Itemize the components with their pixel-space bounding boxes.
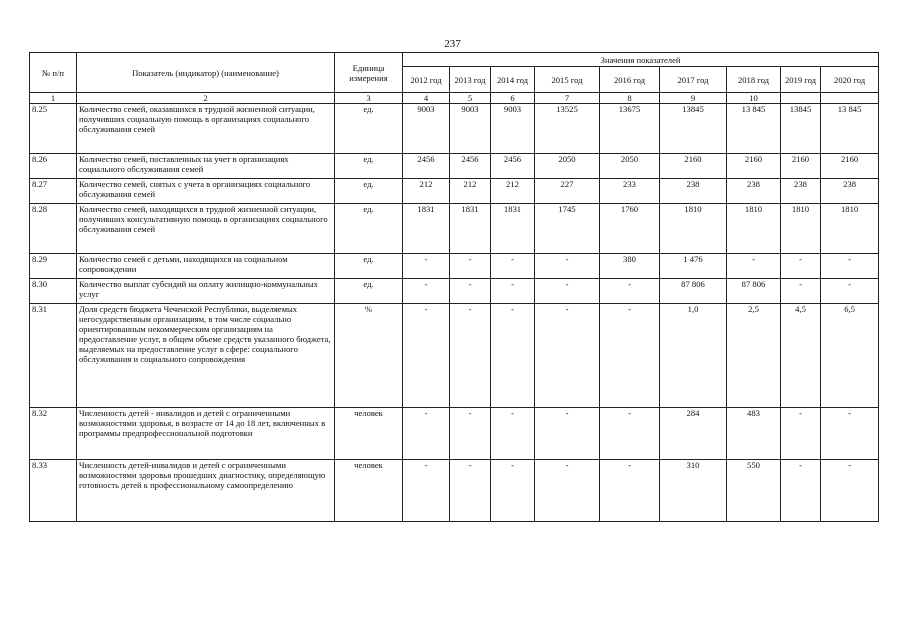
value-cell: 2456 — [491, 154, 535, 179]
unit-cell: % — [335, 304, 403, 408]
value-cell: 87 806 — [727, 279, 781, 304]
value-cell: 238 — [660, 179, 727, 204]
value-cell: 13845 — [781, 104, 821, 154]
value-cell: - — [600, 279, 660, 304]
column-number: 2 — [77, 93, 335, 104]
unit-cell: человек — [335, 408, 403, 460]
unit-cell: ед. — [335, 204, 403, 254]
value-cell: 2456 — [450, 154, 491, 179]
value-cell: 87 806 — [660, 279, 727, 304]
value-cell: - — [727, 254, 781, 279]
header-indicator: Показатель (индикатор) (наименование) — [77, 53, 335, 93]
value-cell: 1831 — [403, 204, 450, 254]
table-row — [30, 179, 879, 204]
value-cell: - — [821, 460, 879, 522]
value-cell: - — [450, 279, 491, 304]
row-number: 8.32 — [30, 408, 77, 460]
indicator-name: Количество семей с детьми, находящихся на социальном сопровождении — [77, 254, 335, 279]
value-cell: 9003 — [450, 104, 491, 154]
unit-cell: ед. — [335, 104, 403, 154]
value-cell: - — [535, 460, 600, 522]
value-cell: 212 — [491, 179, 535, 204]
indicator-name: Численность детей-инвалидов и детей с ограниченными возможностями здоровья прошедших диагностику, определяющую готовность детей к профессиональному самоопределению — [77, 460, 335, 522]
row-number: 8.33 — [30, 460, 77, 522]
value-cell: 1810 — [821, 204, 879, 254]
value-cell: - — [535, 254, 600, 279]
value-cell: 233 — [600, 179, 660, 204]
unit-cell: человек — [335, 460, 403, 522]
value-cell: 310 — [660, 460, 727, 522]
value-cell: - — [450, 304, 491, 408]
table-row — [30, 204, 879, 254]
value-cell: - — [821, 279, 879, 304]
value-cell: 2050 — [600, 154, 660, 179]
value-cell: 238 — [727, 179, 781, 204]
unit-cell: ед. — [335, 254, 403, 279]
value-cell: 13525 — [535, 104, 600, 154]
value-cell: 380 — [600, 254, 660, 279]
header-year: 2017 год — [660, 67, 727, 93]
value-cell: - — [403, 279, 450, 304]
value-cell: 9003 — [491, 104, 535, 154]
value-cell: 6,5 — [821, 304, 879, 408]
value-cell: 227 — [535, 179, 600, 204]
value-cell: 2160 — [781, 154, 821, 179]
value-cell: 2,5 — [727, 304, 781, 408]
header-year: 2019 год — [781, 67, 821, 93]
value-cell: - — [450, 408, 491, 460]
header-year: 2016 год — [600, 67, 660, 93]
indicator-name: Количество семей, находящихся в трудной жизненной ситуации, получивших консультативную помощь в организациях социального обслуживания семей — [77, 204, 335, 254]
value-cell: 1810 — [781, 204, 821, 254]
column-number: 3 — [335, 93, 403, 104]
value-cell: - — [491, 460, 535, 522]
header-year: 2018 год — [727, 67, 781, 93]
value-cell: 1831 — [491, 204, 535, 254]
column-number — [781, 93, 821, 104]
value-cell: 13845 — [660, 104, 727, 154]
header-year: 2020 год — [821, 67, 879, 93]
value-cell: 1 476 — [660, 254, 727, 279]
header-year: 2015 год — [535, 67, 600, 93]
page-number: 237 — [444, 38, 461, 50]
value-cell: 2160 — [660, 154, 727, 179]
column-number — [821, 93, 879, 104]
value-cell: - — [403, 460, 450, 522]
row-number: 8.26 — [30, 154, 77, 179]
value-cell: - — [403, 254, 450, 279]
value-cell: 4,5 — [781, 304, 821, 408]
value-cell: - — [781, 279, 821, 304]
value-cell: - — [821, 408, 879, 460]
value-cell: 1,0 — [660, 304, 727, 408]
row-number: 8.27 — [30, 179, 77, 204]
value-cell: - — [600, 408, 660, 460]
unit-cell: ед. — [335, 179, 403, 204]
row-number: 8.31 — [30, 304, 77, 408]
value-cell: - — [600, 304, 660, 408]
table-row — [30, 104, 879, 154]
row-number: 8.29 — [30, 254, 77, 279]
header-unit: Единица измерения — [335, 53, 403, 93]
indicators-table — [29, 52, 879, 522]
value-cell: 238 — [821, 179, 879, 204]
table-row — [30, 154, 879, 179]
table-row — [30, 460, 879, 522]
column-number: 7 — [535, 93, 600, 104]
header-year: 2012 год — [403, 67, 450, 93]
column-number: 4 — [403, 93, 450, 104]
indicator-name: Количество семей, поставленных на учет в организациях социального обслуживания семей — [77, 154, 335, 179]
table-row — [30, 304, 879, 408]
row-number: 8.30 — [30, 279, 77, 304]
value-cell: 1760 — [600, 204, 660, 254]
value-cell: - — [535, 408, 600, 460]
row-number: 8.28 — [30, 204, 77, 254]
unit-cell: ед. — [335, 279, 403, 304]
indicator-name: Доля средств бюджета Чеченской Республики, выделяемых негосударственным организациям, в том числе социально ориентированным некоммерческим организациям на предоставление услуг, в общем объеме средств указанного бюджета, выделяемых на предоставление услуг в сфере: социального обслуживания и социального сопровождения — [77, 304, 335, 408]
value-cell: - — [491, 279, 535, 304]
value-cell: - — [600, 460, 660, 522]
value-cell: 2160 — [821, 154, 879, 179]
value-cell: - — [821, 254, 879, 279]
indicator-name: Количество семей, оказавшихся в трудной жизненной ситуации, получивших социальную помощь в организациях социального обслуживания семей — [77, 104, 335, 154]
value-cell: - — [781, 408, 821, 460]
header-year: 2013 год — [450, 67, 491, 93]
value-cell: - — [450, 254, 491, 279]
value-cell: 284 — [660, 408, 727, 460]
value-cell: 13675 — [600, 104, 660, 154]
value-cell: - — [491, 304, 535, 408]
column-number: 1 — [30, 93, 77, 104]
indicator-name: Количество семей, снятых с учета в организациях социального обслуживания семей — [77, 179, 335, 204]
table-row — [30, 408, 879, 460]
value-cell: - — [535, 279, 600, 304]
header-values-group: Значения показателей — [403, 53, 879, 67]
value-cell: 2456 — [403, 154, 450, 179]
value-cell: - — [403, 304, 450, 408]
value-cell: 483 — [727, 408, 781, 460]
indicator-name: Численность детей - инвалидов и детей с ограниченными возможностями здоровья, в возрасте от 14 до 18 лет, включенных в программы предпрофессиональной подготовки — [77, 408, 335, 460]
indicator-name: Количество выплат субсидий на оплату жилищно-коммунальных услуг — [77, 279, 335, 304]
value-cell: 1810 — [727, 204, 781, 254]
value-cell: 13 845 — [821, 104, 879, 154]
value-cell: 212 — [450, 179, 491, 204]
value-cell: - — [403, 408, 450, 460]
value-cell: 9003 — [403, 104, 450, 154]
unit-cell: ед. — [335, 154, 403, 179]
value-cell: 550 — [727, 460, 781, 522]
value-cell: 1810 — [660, 204, 727, 254]
value-cell: 1745 — [535, 204, 600, 254]
column-number: 8 — [600, 93, 660, 104]
value-cell: - — [781, 460, 821, 522]
header-year: 2014 год — [491, 67, 535, 93]
table-row — [30, 279, 879, 304]
value-cell: 2160 — [727, 154, 781, 179]
value-cell: - — [535, 304, 600, 408]
column-number: 5 — [450, 93, 491, 104]
value-cell: 2050 — [535, 154, 600, 179]
column-number: 10 — [727, 93, 781, 104]
value-cell: 1831 — [450, 204, 491, 254]
value-cell: 238 — [781, 179, 821, 204]
column-number: 6 — [491, 93, 535, 104]
column-number: 9 — [660, 93, 727, 104]
value-cell: - — [491, 254, 535, 279]
value-cell: - — [781, 254, 821, 279]
table-row — [30, 254, 879, 279]
header-number: № п/п — [30, 53, 77, 93]
value-cell: 212 — [403, 179, 450, 204]
value-cell: - — [491, 408, 535, 460]
value-cell: - — [450, 460, 491, 522]
row-number: 8.25 — [30, 104, 77, 154]
value-cell: 13 845 — [727, 104, 781, 154]
